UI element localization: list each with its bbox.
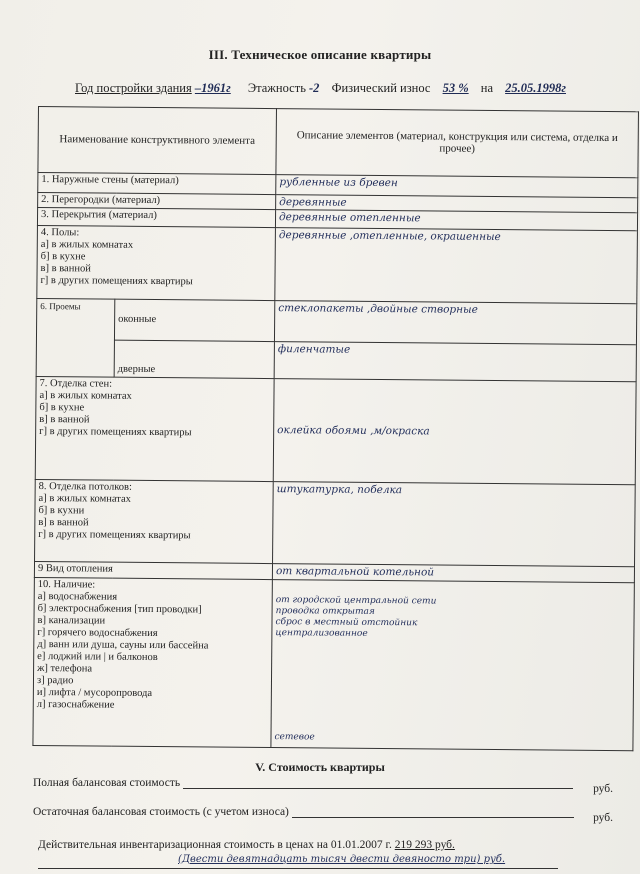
- amenity-value: от городской центральной сети: [275, 595, 437, 607]
- row-label: [33, 577, 272, 747]
- building-meta-line: [75, 81, 595, 96]
- row-sub-item: б] в кухни: [38, 504, 85, 517]
- row-sub-item: з] радио: [36, 674, 74, 687]
- row-sub-item: б] электроснабжения [тип проводки]: [37, 603, 202, 616]
- door-label: дверные: [114, 341, 274, 379]
- row-sub-item: в] в ванной: [38, 516, 89, 529]
- inventory-label: Действительная инвентаризационная стоимость в ценах на: [38, 839, 329, 851]
- row-sub-item: г] в других помещениях квартиры: [38, 528, 191, 542]
- header-element: Наименование конструктивного элемента: [38, 107, 277, 175]
- row-sub-item: в] в ванной: [39, 414, 90, 426]
- window-value: стеклопакеты ,двойные створные: [274, 301, 636, 345]
- row-sub-item: б] в кухне: [39, 402, 85, 414]
- date-label: на: [480, 81, 493, 95]
- row-sub-item: в] в ванной: [40, 262, 91, 275]
- row-value: рубленные из бревен: [276, 174, 638, 198]
- row-sub-item: а] в жилых комнатах: [39, 390, 132, 403]
- row-label: 9 Вид отопления: [34, 561, 272, 579]
- full-balance-blank: [183, 776, 573, 789]
- floors-value: -2: [309, 81, 320, 95]
- row-label-title: 4. Полы:: [40, 226, 80, 239]
- table-row: [37, 225, 638, 304]
- row-label-title: 10. Наличие:: [37, 579, 96, 591]
- row-value: деревянные: [276, 195, 638, 214]
- row-label: 6. Проемы: [36, 299, 115, 377]
- table-header-row: [38, 107, 639, 178]
- row-sub-item: г] в других помещениях квартиры: [39, 426, 192, 439]
- full-balance-cost-line: [33, 776, 613, 795]
- residual-label: Остаточная балансовая стоимость (с учетом износа): [33, 806, 289, 818]
- cost-section-title: V. Стоимость квартиры: [255, 760, 385, 774]
- inventory-cost-line: [38, 839, 455, 851]
- date-value: 25.05.1998г: [505, 81, 566, 95]
- row-sub-item: б] в кухне: [40, 250, 86, 263]
- wear-value: 53 %: [442, 81, 469, 95]
- technical-description-table: [32, 106, 639, 751]
- table-row: [35, 377, 636, 485]
- row-sub-item: е] лоджий или | и балконов: [37, 650, 158, 664]
- row-value: от квартальной котельной: [272, 563, 634, 583]
- row-label-title: 7. Отделка стен:: [39, 378, 113, 390]
- table-row: [36, 299, 636, 345]
- currency-unit: руб.: [593, 812, 613, 824]
- row-label: [37, 225, 276, 301]
- row-value: деревянные отепленные: [275, 210, 637, 231]
- inventory-amount: 219 293 руб.: [394, 839, 455, 851]
- year-label: Год постройки здания: [75, 81, 192, 95]
- row-label: 2. Перегородки (материал): [38, 193, 276, 210]
- row-label: [35, 377, 274, 481]
- row-sub-item: а] в жилых комнатах: [38, 492, 131, 505]
- row-value: штукатурка, побелка: [273, 481, 636, 566]
- row-sub-item: в] канализации: [37, 614, 106, 627]
- full-balance-label: Полная балансовая стоимость: [33, 777, 181, 789]
- row-label: [35, 479, 274, 563]
- table-row: [35, 479, 636, 566]
- row-sub-item: л] газоснабжение: [36, 698, 115, 711]
- row-label-title: 8. Отделка потолков:: [38, 480, 132, 493]
- amenity-value: централизованное: [275, 628, 368, 639]
- inventory-words: (Двести девятнадцать тысяч двести девяносто три) руб.: [178, 854, 506, 865]
- wear-label: Физический износ: [331, 81, 431, 95]
- row-sub-item: а] водоснабжения: [37, 591, 118, 603]
- row-sub-item: г] горячего водоснабжения: [37, 626, 158, 640]
- window-label: оконные: [114, 300, 274, 342]
- amenity-value: сброс в местный отстойник: [275, 617, 418, 629]
- row-value: оклейка обоями ,м/окраска: [273, 379, 636, 485]
- amenity-value: проводка открытая: [275, 606, 375, 617]
- header-description: Описание элементов (материал, конструкция или система, отделка и прочее): [276, 109, 639, 178]
- row-sub-item: ж] телефона: [37, 662, 93, 675]
- row-sub-item: и] лифта / мусоропровода: [36, 686, 153, 700]
- table-row: [33, 577, 634, 750]
- residual-blank: [292, 805, 574, 818]
- inventory-date: 01.01.2007 г.: [330, 839, 392, 851]
- row-sub-item: а] в жилых комнатах: [40, 238, 134, 251]
- year-value: –1961г: [194, 81, 231, 95]
- residual-cost-line: [33, 805, 613, 824]
- document-title: III. Техническое описание квартиры: [208, 47, 432, 62]
- floors-label: Этажность: [247, 81, 306, 95]
- inventory-words-line: [38, 854, 558, 869]
- row-sub-item: д] ванн или душа, сауны или бассейна: [37, 638, 209, 652]
- currency-unit: руб.: [593, 783, 613, 795]
- row-sub-item: г] в других помещениях квартиры: [40, 274, 193, 288]
- row-value: [271, 580, 634, 751]
- row-label: 1. Наружные стены (материал): [38, 172, 276, 195]
- table-row: [36, 340, 636, 382]
- gas-value: сетевое: [274, 732, 315, 743]
- row-label: 3. Перекрытия (материал): [37, 208, 275, 227]
- door-value: филенчатые: [274, 342, 636, 382]
- row-value: деревянные ,отепленные, окрашенные: [275, 227, 638, 304]
